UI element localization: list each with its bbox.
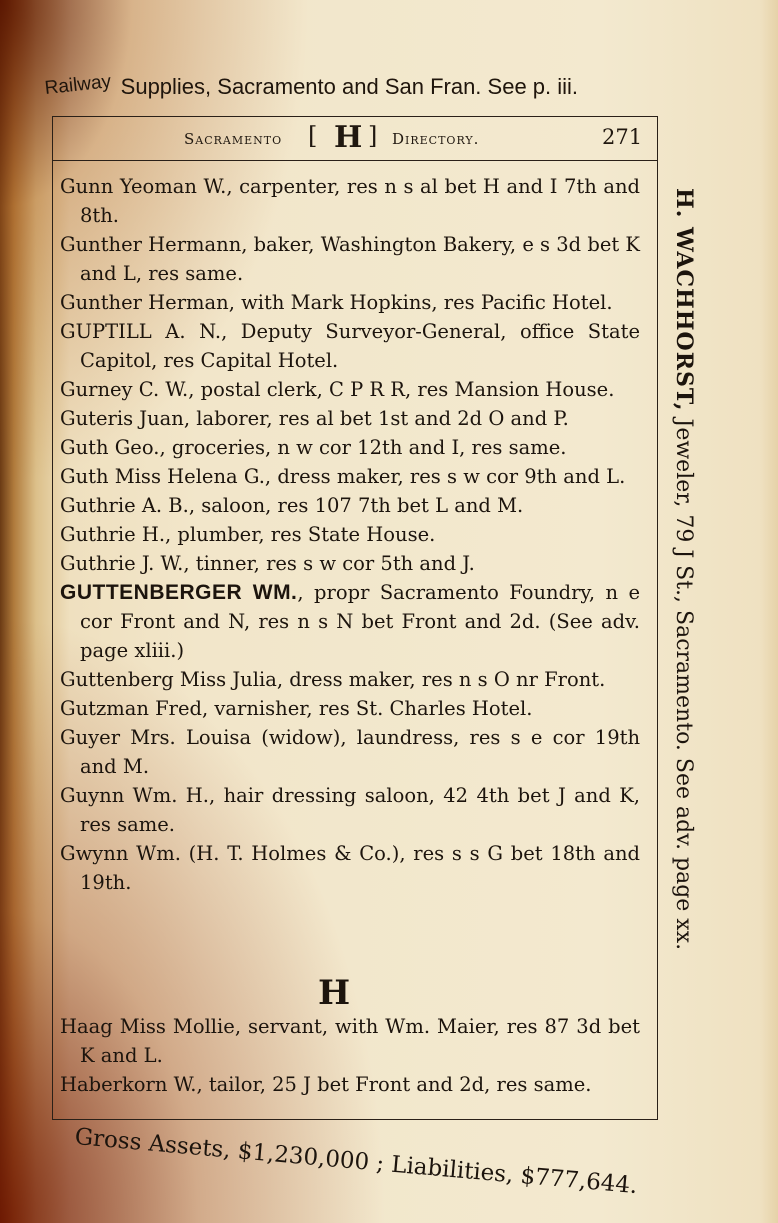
directory-entries	[60, 172, 640, 897]
side-advertisement	[663, 188, 701, 1088]
list-item: Gutzman Fred, varnisher, res St. Charles Hotel.	[60, 697, 533, 720]
list-item: Guthrie H., plumber, res State House.	[60, 523, 436, 546]
list-item: Guth Geo., groceries, n w cor 12th and I, res same.	[60, 436, 567, 459]
list-item: Haberkorn W., tailor, 25 J bet Front and 2d, res same.	[60, 1073, 592, 1096]
list-item: Guth Miss Helena G., dress maker, res s w cor 9th and L.	[60, 465, 626, 488]
header-letter: H	[334, 120, 364, 155]
list-item: GUPTILL A. N., Deputy Surveyor-General, office State Capitol, res Capital Hotel.	[60, 320, 640, 372]
list-item: Guynn Wm. H., hair dressing saloon, 42 4th bet J and K, res same.	[60, 784, 640, 836]
side-ad-text: Jeweler, 79 J St., Sacramento. See adv. page xx.	[671, 411, 696, 951]
list-item: Guyer Mrs. Louisa (widow), laundress, res s e cor 19th and M.	[60, 726, 640, 778]
list-item: Guteris Juan, laborer, res al bet 1st and 2d O and P.	[60, 407, 569, 430]
side-ad-name: H. WACHHORST,	[671, 188, 697, 412]
list-item: Gurney C. W., postal clerk, C P R R, res Mansion House.	[60, 378, 615, 401]
header-city: Sacramento	[184, 130, 283, 148]
header-directory: Directory.	[392, 130, 480, 148]
list-item: Gunn Yeoman W., carpenter, res n s al bet H and I 7th and 8th.	[60, 175, 640, 227]
list-item: Gunther Hermann, baker, Washington Bakery, e s 3d bet K and L, res same.	[60, 233, 640, 285]
header-divider	[52, 160, 658, 161]
footer-advertisement	[73, 1124, 641, 1200]
list-item: Guthrie A. B., saloon, res 107 7th bet L and M.	[60, 494, 524, 517]
list-item: Gunther Herman, with Mark Hopkins, res Pacific Hotel.	[60, 291, 613, 314]
page-number: 271	[602, 125, 643, 149]
list-item-guttenberger	[60, 578, 640, 665]
list-item: Gwynn Wm. (H. T. Holmes & Co.), res s s G bet 18th and 19th.	[60, 842, 640, 894]
guttenberger-details: , propr Sacramento Foundry, n e cor Front and N, res n s N bet Front and 2d. (See adv. page xliii.)	[80, 581, 640, 662]
section-heading: H	[318, 973, 351, 1013]
top-ad-text: Supplies, Sacramento and San Fran. See p. iii.	[120, 74, 579, 99]
list-item: Guttenberg Miss Julia, dress maker, res n s O nr Front.	[60, 668, 606, 691]
footer-text: Gross Assets, $1,230,000 ; Liabilities, $777,644.	[73, 1124, 639, 1200]
top-ad-first-word: Railway	[43, 71, 113, 100]
header-bracket-open: [	[308, 122, 319, 150]
top-advertisement	[43, 71, 676, 100]
running-header	[52, 118, 656, 158]
list-item: Haag Miss Mollie, servant, with Wm. Maier, res 87 3d bet K and L.	[60, 1015, 640, 1067]
header-bracket-close: ]	[368, 122, 379, 150]
guttenberger-name: GUTTENBERGER WM.	[60, 581, 298, 604]
directory-entries-h	[60, 1012, 640, 1099]
list-item: Guthrie J. W., tinner, res s w cor 5th and J.	[60, 552, 475, 575]
